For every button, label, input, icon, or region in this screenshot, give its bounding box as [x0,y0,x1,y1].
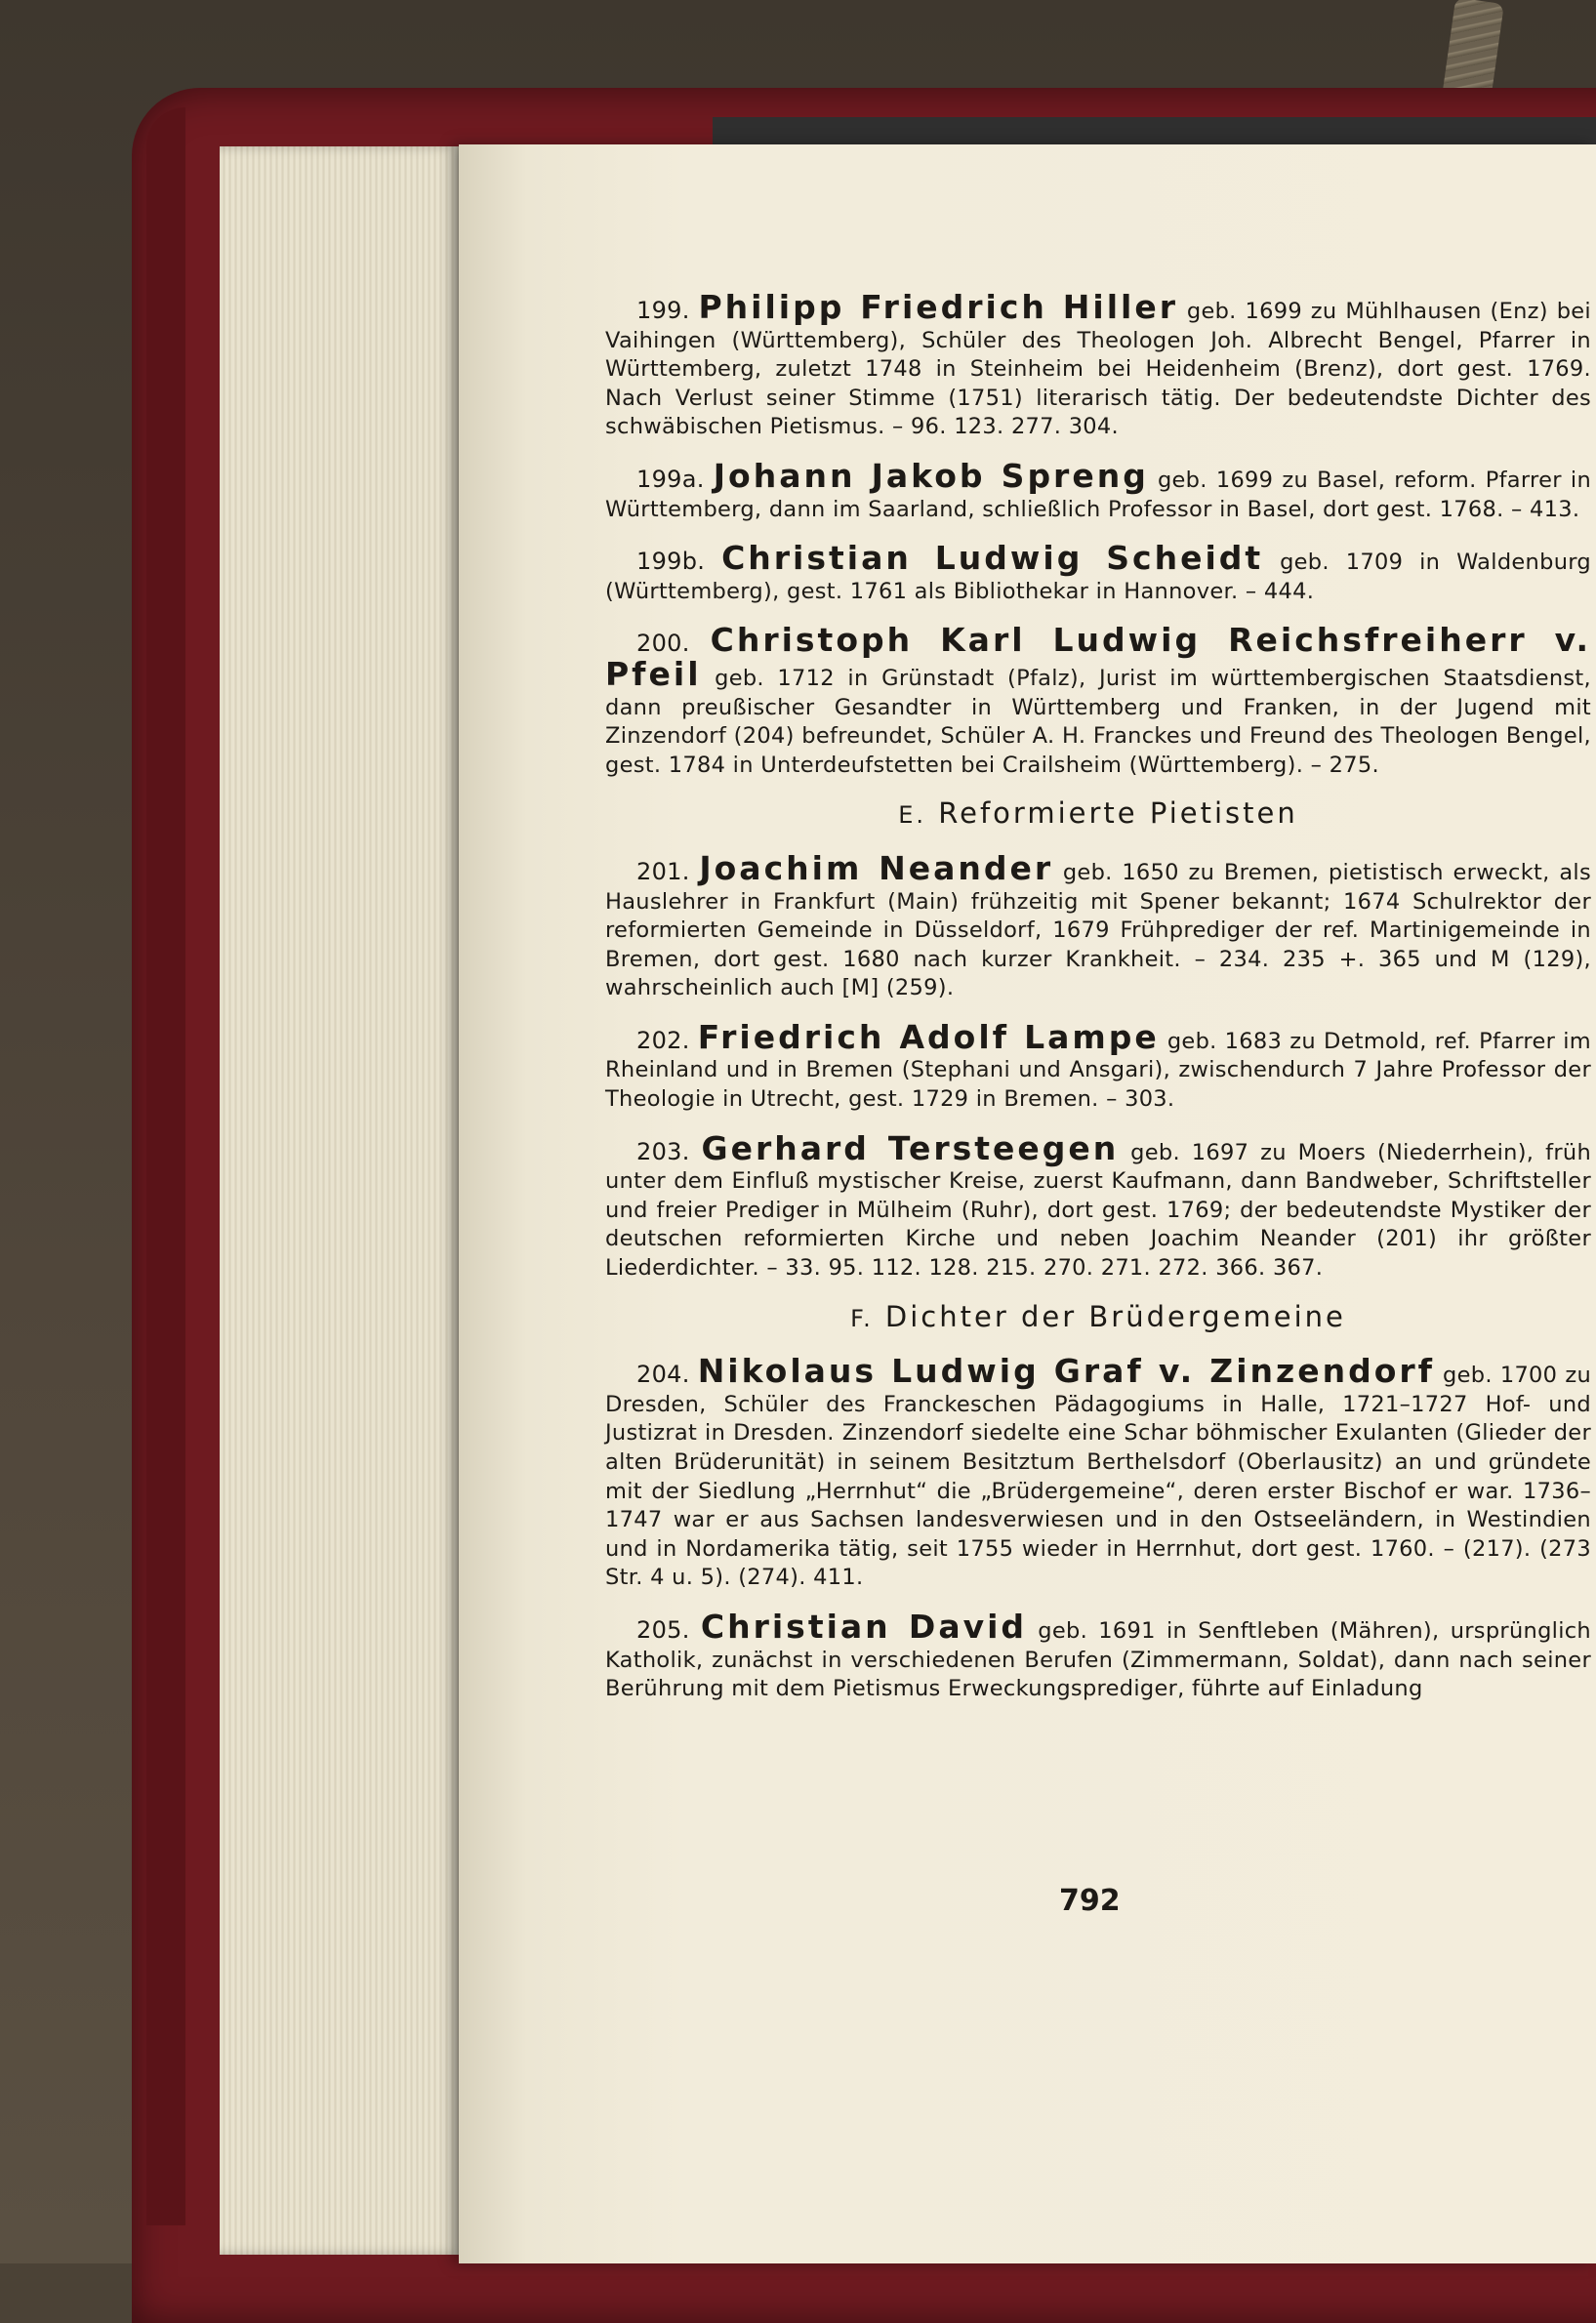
entry-name: Johann Jakob Spreng [713,456,1149,495]
entry-text: geb. 1697 zu Moers (Niederrhein), früh unter dem Einfluß mystischer Kreise, zuerst Kaufmann, dann Bandweber, Schriftsteller und freier Prediger in Mülheim (Ruhr), dort gest. 1769; der bedeutendste Mystiker der deutschen reformierten Kirche und neben Joachim Neander (201) ihr größter Liederdichter. – 33. 95. 112. 128. 215. 270. 271. 272. 366. 367. [605,1139,1592,1282]
entry-group-bruedergemeine [605,1352,1591,1704]
entry-name: Christoph Karl Ludwig Reichsfreiherr v. Pfeil [605,621,1591,693]
entry-name: Nikolaus Ludwig Graf v. Zinzendorf [697,1352,1435,1391]
entry-text: geb. 1699 zu Mühlhausen (Enz) bei Vaihingen (Württemberg), Schüler des Theologen Joh. Albrecht Bengel, Pfarrer in Württemberg, zuletzt 1748 in Steinheim bei Heidenheim (Brenz), dort gest. 1769. Nach Verlust seiner Stimme (1751) literarisch tätig. Der bedeutendste Dichter des schwäbischen Pietismus. – 96. 123. 277. 304. [605,299,1591,440]
entry-group-pietists [605,288,1591,780]
entry-number: 199b. [636,548,706,576]
entry-name: Joachim Neander [699,848,1054,887]
biography-entry [605,1607,1591,1704]
page-number: 792 [1059,1884,1121,1918]
entry-text: geb. 1709 in Waldenburg (Württemberg), gest. 1761 als Bibliothekar in Hannover. – 444. [605,550,1591,604]
entry-text: geb. 1700 zu Dresden, Schüler des Franckeschen Pädagogiums in Halle, 1721–1727 Hof- und Justizrat in Dresden. Zinzendorf siedelte eine Schar böhmischer Exulanten (Glieder der alten Brüderunität) in seinem Besitztum Berthelsdorf (Oberlausitz) an und gründete mit der Siedlung „Herrnhut“ die „Brüdergemeine“, deren erster Bischof er war. 1736–1747 war er aus Sachsen landesverwiesen und in den Ostseeländern, in Westindien und in Nordamerika tätig, seit 1755 wieder in Herrnhut, dort gest. 1760. – (217). (273 Str. 4 u. 5). (274). 411. [605,1363,1591,1591]
biography-entry [605,539,1591,606]
entry-number: 204. [636,1361,690,1389]
entry-number: 199. [636,297,690,324]
entry-group-reformed [605,848,1592,1284]
section-heading-e [605,796,1591,831]
entry-name: Gerhard Tersteegen [701,1128,1120,1167]
entry-number: 203. [636,1137,690,1165]
entry-number: 200. [636,630,690,658]
entry-text: geb. 1683 zu Detmold, ref. Pfarrer im Rheinland und in Bremen (Stephani und Ansgari), zwischendurch 7 Jahre Professor der Theologie in Utrecht, gest. 1729 in Bremen. – 303. [605,1028,1592,1113]
biography-entry [605,288,1591,442]
section-letter: F. [850,1304,874,1332]
entry-number: 199a. [636,465,705,493]
entry-name: Christian David [700,1607,1028,1646]
section-title: Reformierte Pietisten [938,796,1298,831]
biography-entry [605,1017,1592,1115]
section-title: Dichter der Brüdergemeine [884,1299,1346,1333]
biography-entry [605,456,1591,524]
entry-number: 202. [636,1026,690,1054]
entry-text: geb. 1699 zu Basel, reform. Pfarrer in Württemberg, dann im Saarland, schließlich Professor in Basel, dort gest. 1768. – 413. [605,467,1591,522]
biography-entry [605,621,1591,780]
page-text [605,288,1592,1724]
entry-name: Christian Ludwig Scheidt [721,539,1264,578]
entry-name: Philipp Friedrich Hiller [698,288,1179,326]
page-stack [220,146,464,2255]
biography-entry [605,1128,1592,1284]
entry-number: 205. [636,1615,690,1644]
biography-entry [605,848,1591,1003]
entry-text: geb. 1650 zu Bremen, pietistisch erweckt, als Hauslehrer in Frankfurt (Main) frühzeitig mit Spener bekannt; 1674 Schulrektor der reformierten Gemeinde in Düsseldorf, 1679 Frühprediger der ref. Martinigemeinde in Bremen, dort gest. 1680 nach kurzer Krankheit. – 234. 235 +. 365 und M (129), wahrscheinlich auch [M] (259). [605,859,1591,1001]
section-letter: E. [898,801,927,830]
entry-number: 201. [636,857,690,885]
entry-text: geb. 1691 in Senftleben (Mähren), ursprünglich Katholik, zunächst in verschiedenen Berufen (Zimmermann, Soldat), dann nach seiner Berührung mit dem Pietismus Erweckungsprediger, führte auf Einladung [605,1617,1591,1702]
cover-edge [146,107,185,2225]
biography-entry [605,1352,1591,1593]
section-heading-f [605,1299,1591,1334]
entry-text: geb. 1712 in Grünstadt (Pfalz), Jurist im württembergischen Staatsdienst, dann preußischer Gesandter in Württemberg und Franken, in der Jugend mit Zinzendorf (204) befreundet, Schüler A. H. Franckes und Freund des Theologen Bengel, gest. 1784 in Unterdeufstetten bei Crailsheim (Württemberg). – 275. [605,665,1591,778]
entry-name: Friedrich Adolf Lampe [697,1017,1160,1056]
